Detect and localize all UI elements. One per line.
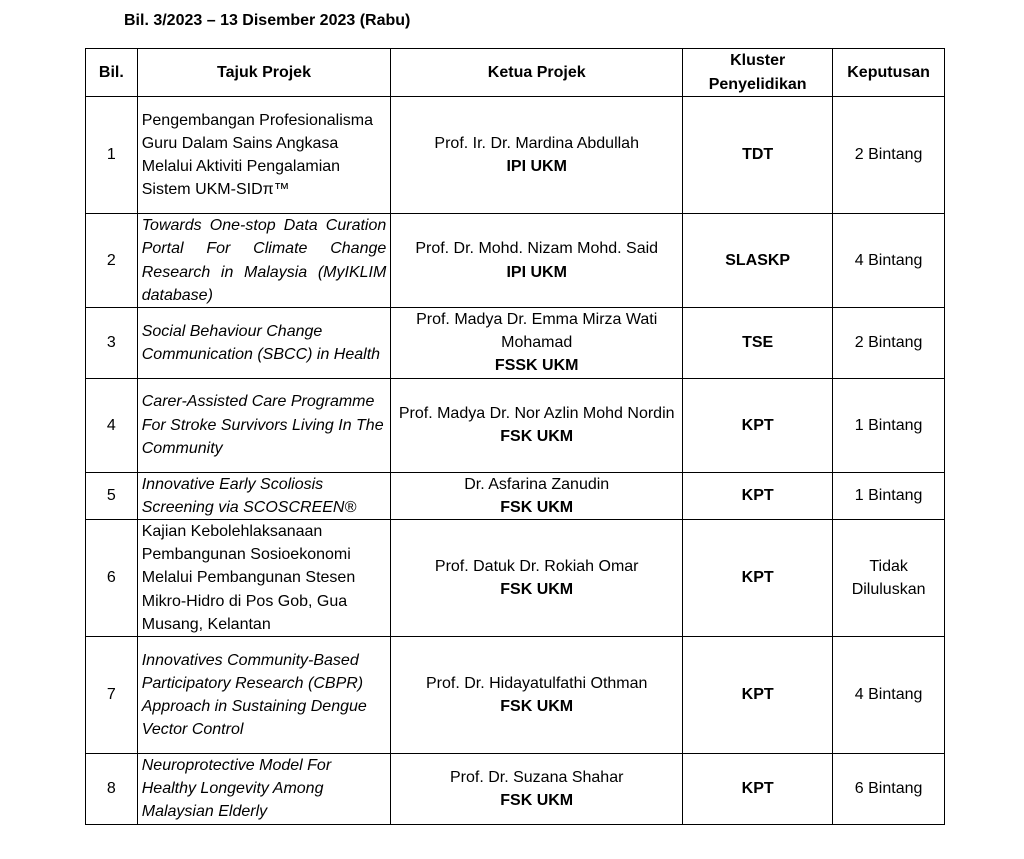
header-cluster-line1: Kluster bbox=[730, 52, 786, 70]
row-number: 5 bbox=[86, 472, 138, 519]
project-leader bbox=[391, 97, 683, 214]
header-project-leader: Ketua Projek bbox=[391, 49, 683, 97]
project-leader bbox=[391, 637, 683, 754]
research-cluster: KPT bbox=[683, 520, 833, 637]
project-title: Pengembangan Profesionalisma Guru Dalam Sains Angkasa Melalui Aktiviti Pengalamian Sistem UKM-SIDπ™ bbox=[137, 97, 391, 214]
project-title: Towards One-stop Data Curation Portal For Climate Change Research in Malaysia (MyIKLIM database) bbox=[137, 214, 391, 308]
project-title: Innovatives Community-Based Participatory Research (CBPR) Approach in Sustaining Dengue Vector Control bbox=[137, 637, 391, 754]
table-row bbox=[86, 520, 945, 637]
research-cluster: SLASKP bbox=[683, 214, 833, 308]
row-number: 3 bbox=[86, 308, 138, 379]
decision: 2 Bintang bbox=[833, 308, 945, 379]
table-row bbox=[86, 214, 945, 308]
leader-org: FSK UKM bbox=[500, 498, 574, 516]
header-decision: Keputusan bbox=[833, 49, 945, 97]
project-title: Kajian Kebolehlaksanaan Pembangunan Sosioekonomi Melalui Pembangunan Stesen Mikro-Hidro di Pos Gob, Gua Musang, Kelantan bbox=[137, 520, 391, 637]
project-decisions-table bbox=[85, 48, 945, 825]
leader-name: Prof. Madya Dr. Emma Mirza Wati Mohamad bbox=[416, 311, 658, 352]
research-cluster: TSE bbox=[683, 308, 833, 379]
table-row bbox=[86, 97, 945, 214]
project-title: Innovative Early Scoliosis Screening via SCOSCREEN® bbox=[137, 472, 391, 519]
project-leader bbox=[391, 214, 683, 308]
project-leader bbox=[391, 520, 683, 637]
row-number: 2 bbox=[86, 214, 138, 308]
leader-name: Prof. Dr. Suzana Shahar bbox=[449, 768, 624, 786]
project-title: Carer-Assisted Care Programme For Stroke Survivors Living In The Community bbox=[137, 378, 391, 472]
row-number: 4 bbox=[86, 378, 138, 472]
table-row bbox=[86, 754, 945, 825]
project-title: Neuroprotective Model For Healthy Longevity Among Malaysian Elderly bbox=[137, 754, 391, 825]
research-cluster: KPT bbox=[683, 378, 833, 472]
decision: 1 Bintang bbox=[833, 472, 945, 519]
header-research-cluster bbox=[683, 49, 833, 97]
leader-name: Dr. Asfarina Zanudin bbox=[464, 475, 610, 493]
project-leader bbox=[391, 378, 683, 472]
decision: 1 Bintang bbox=[833, 378, 945, 472]
row-number: 1 bbox=[86, 97, 138, 214]
table-header-row bbox=[86, 49, 945, 97]
table-row bbox=[86, 637, 945, 754]
table-row bbox=[86, 308, 945, 379]
project-leader bbox=[391, 472, 683, 519]
leader-org: FSK UKM bbox=[500, 698, 574, 716]
research-cluster: KPT bbox=[683, 472, 833, 519]
row-number: 6 bbox=[86, 520, 138, 637]
leader-org: FSK UKM bbox=[500, 428, 574, 446]
table-row bbox=[86, 378, 945, 472]
research-cluster: KPT bbox=[683, 637, 833, 754]
row-number: 8 bbox=[86, 754, 138, 825]
leader-name: Prof. Dr. Hidayatulfathi Othman bbox=[425, 674, 648, 692]
leader-org: FSK UKM bbox=[500, 581, 574, 599]
row-number: 7 bbox=[86, 637, 138, 754]
leader-org: FSK UKM bbox=[500, 791, 574, 809]
header-cluster-line2: Penyelidikan bbox=[708, 75, 807, 93]
meeting-heading: Bil. 3/2023 – 13 Disember 2023 (Rabu) bbox=[124, 12, 411, 29]
research-cluster: TDT bbox=[683, 97, 833, 214]
project-title: Social Behaviour Change Communication (SBCC) in Health bbox=[137, 308, 391, 379]
project-leader bbox=[391, 754, 683, 825]
leader-name: Prof. Madya Dr. Nor Azlin Mohd Nordin bbox=[398, 404, 675, 422]
leader-name: Prof. Dr. Mohd. Nizam Mohd. Said bbox=[415, 240, 659, 258]
header-bil: Bil. bbox=[86, 49, 138, 97]
leader-name: Prof. Datuk Dr. Rokiah Omar bbox=[434, 557, 639, 575]
leader-name: Prof. Ir. Dr. Mardina Abdullah bbox=[434, 134, 639, 152]
decision: 2 Bintang bbox=[833, 97, 945, 214]
decision: 4 Bintang bbox=[833, 214, 945, 308]
table-row bbox=[86, 472, 945, 519]
decision: 4 Bintang bbox=[833, 637, 945, 754]
leader-org: IPI UKM bbox=[506, 263, 567, 281]
project-leader bbox=[391, 308, 683, 379]
header-project-title: Tajuk Projek bbox=[137, 49, 391, 97]
research-cluster: KPT bbox=[683, 754, 833, 825]
decision: Tidak Diluluskan bbox=[833, 520, 945, 637]
leader-org: FSSK UKM bbox=[494, 357, 579, 375]
leader-org: IPI UKM bbox=[506, 158, 567, 175]
decision: 6 Bintang bbox=[833, 754, 945, 825]
